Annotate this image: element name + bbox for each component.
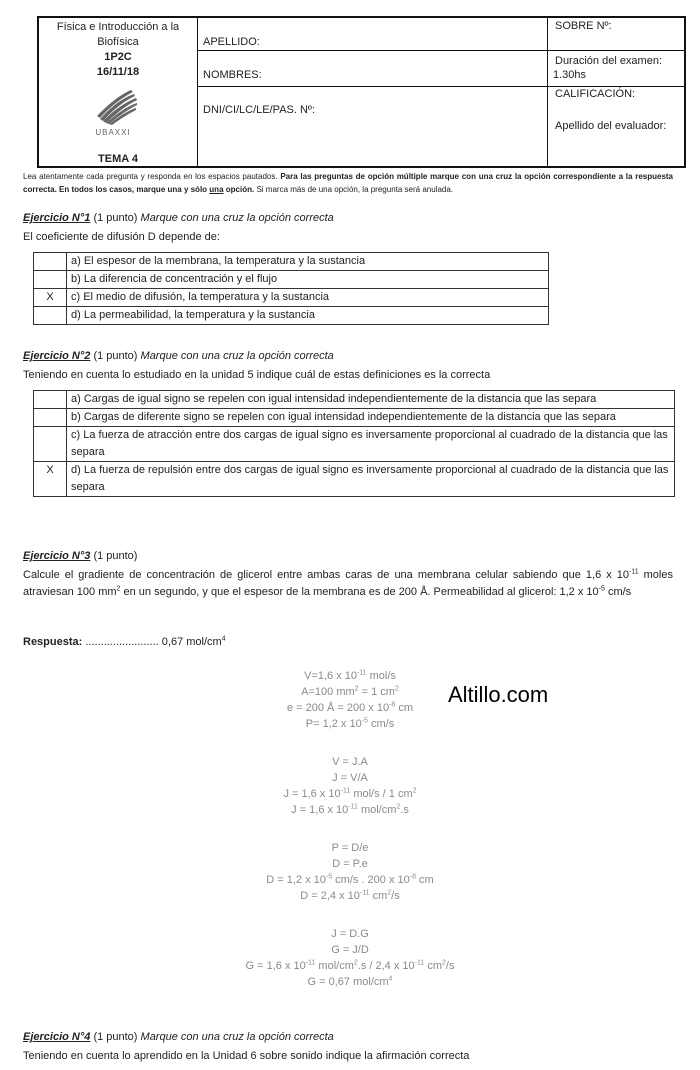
evaluador-label: Apellido del evaluador: [555, 120, 667, 132]
q3-exp-3: -5 [598, 585, 605, 593]
calc-exponent: 4 [388, 975, 393, 983]
q2-option-mark[interactable] [34, 391, 67, 409]
tema-label: TEMA 4 [98, 153, 138, 165]
instructions-una: una [209, 185, 224, 194]
calc-text: /s [445, 960, 455, 972]
q3-text-a: Calcule el gradiente de concentración de glicerol entre ambas caras de una membrana celular sabiendo que 1,6 x 10 [23, 569, 629, 581]
q1-text: El coeficiente de difusión D depende de: [23, 231, 220, 243]
calc-line [150, 856, 550, 872]
dni-field[interactable]: DNI/CI/LC/LE/PAS. Nº: [203, 104, 316, 116]
q2-option-text: d) La fuerza de repulsión entre dos cargas de igual signo es inversamente proporcional al cuadrado de la distancia que las separa [67, 462, 675, 497]
q3-answer-label: Respuesta: [23, 636, 83, 648]
q3-text-c: en un segundo, y que el espesor de la membrana es de 200 Å. Permeabilidad al glicerol: 1,2 x 10 [120, 586, 599, 598]
q3-answer-exp: 4 [221, 635, 226, 643]
calc-line [150, 770, 550, 786]
q3-text-d: cm/s [604, 586, 632, 598]
calc-line [150, 872, 550, 888]
calificacion-label: CALIFICACIÓN: [555, 88, 636, 100]
calc-exponent: 2 [396, 803, 401, 811]
calc-text: cm [424, 960, 442, 972]
exam-code: 1P2C [104, 51, 132, 63]
instructions-part-3: opción. [225, 185, 255, 194]
q4-text: Teniendo en cuenta lo aprendido en la Unidad 6 sobre sonido indique la afirmación correcta [23, 1050, 470, 1062]
calc-exponent: 2 [353, 959, 358, 967]
calc-group-diffusion [150, 840, 550, 904]
q2-option-text: c) La fuerza de atracción entre dos cargas de igual signo es inversamente proporcional al cuadrado de la distancia que las separa [67, 427, 675, 462]
calc-text: D = 1,2 x 10 [266, 874, 326, 886]
student-info-cell [197, 18, 548, 166]
logo-text: UBAXXI [95, 128, 131, 136]
q3-exp-1: -11 [629, 568, 639, 576]
q2-option-row[interactable] [34, 427, 675, 462]
course-line-2: Biofísica [97, 36, 139, 48]
watermark[interactable]: Altillo.com [448, 682, 549, 707]
calc-line [150, 888, 550, 904]
q2-points: (1 punto) [93, 350, 138, 362]
calc-group-flux [150, 754, 550, 818]
calc-exponent: 2 [412, 787, 417, 795]
calc-line [150, 840, 550, 856]
calc-text: J = V/A [332, 772, 368, 784]
instructions-part-1: Lea atentamente cada pregunta y responda en los espacios pautados. [23, 172, 278, 181]
calc-text: G = 0,67 mol/cm [307, 976, 389, 988]
q2-text: Teniendo en cuenta lo estudiado en la unidad 5 indique cuál de estas definiciones es la correcta [23, 369, 491, 381]
q2-options-table [33, 390, 675, 497]
calc-text: cm/s . 200 x 10 [332, 874, 410, 886]
q3-title [23, 550, 137, 562]
nombres-field[interactable]: NOMBRES: [203, 69, 262, 81]
q2-instruction: Marque con una cruz la opción correcta [140, 350, 334, 362]
calc-text: A=100 mm [301, 686, 355, 698]
calc-text: cm/s [367, 718, 395, 730]
calc-text: mol/s / 1 cm [350, 788, 413, 800]
q4-points: (1 punto) [93, 1031, 138, 1043]
calc-exponent: -11 [305, 959, 316, 967]
instructions-part-2: Para las preguntas de opción múltiple marque con una cruz la opción correspondiente a la respuesta correcta. En todos los casos, marque una y sólo [23, 172, 674, 194]
calc-line [150, 716, 550, 732]
calc-exponent: 2 [387, 889, 392, 897]
calc-text: D = P.e [332, 858, 368, 870]
q2-option-text: a) Cargas de igual signo se repelen con igual intensidad independientemente de la distancia que las separa [67, 391, 675, 409]
calc-text: = 1 cm [358, 686, 395, 698]
q3-answer-dots: ........................ [85, 636, 159, 648]
q1-option-text: b) La diferencia de concentración y el flujo [67, 271, 549, 289]
calc-line [150, 942, 550, 958]
apellido-field[interactable]: APELLIDO: [203, 36, 260, 48]
calc-text: mol/cm [357, 804, 397, 816]
duracion-label: Duración del examen: [555, 55, 663, 67]
q1-option-mark[interactable] [34, 307, 67, 325]
course-cell [39, 18, 198, 166]
q2-title [23, 350, 334, 362]
calc-line [150, 754, 550, 770]
calc-text: V = J.A [332, 756, 368, 768]
q3-points: (1 punto) [93, 550, 138, 562]
calc-exponent: -11 [414, 959, 425, 967]
ubaxxi-logo-icon [83, 86, 143, 136]
calc-text: P= 1,2 x 10 [305, 718, 362, 730]
calc-exponent: -5 [361, 717, 368, 725]
q1-option-row[interactable] [34, 253, 549, 271]
calc-exponent: -8 [409, 873, 416, 881]
calc-line [150, 802, 550, 818]
q2-option-row[interactable] [34, 409, 675, 427]
calc-text: .s / 2,4 x 10 [357, 960, 415, 972]
q2-option-mark[interactable] [34, 427, 67, 462]
q1-number: Ejercicio N°1 [23, 212, 91, 224]
q4-instruction: Marque con una cruz la opción correcta [140, 1031, 334, 1043]
q2-number: Ejercicio N°2 [23, 350, 91, 362]
calc-text: mol/s [366, 670, 396, 682]
calc-text: J = 1,6 x 10 [291, 804, 349, 816]
q4-number: Ejercicio N°4 [23, 1031, 91, 1043]
sobre-label: SOBRE Nº: [555, 20, 612, 32]
calc-text: cm [395, 702, 414, 714]
calc-text: .s [400, 804, 409, 816]
calc-text: P = D/e [331, 842, 369, 854]
q1-option-text: d) La permeabilidad, la temperatura y la sustancia [67, 307, 549, 325]
exam-header [37, 16, 686, 168]
calc-text: cm [416, 874, 434, 886]
calc-exponent: 2 [354, 685, 359, 693]
q1-option-text: a) El espesor de la membrana, la temperatura y la sustancia [67, 253, 549, 271]
q1-option-mark[interactable] [34, 253, 67, 271]
instructions [23, 170, 673, 196]
q1-instruction: Marque con una cruz la opción correcta [140, 212, 334, 224]
calc-exponent: 2 [394, 685, 399, 693]
calc-text: G = J/D [331, 944, 369, 956]
calc-text: V=1,6 x 10 [304, 670, 357, 682]
calc-exponent: -11 [348, 803, 358, 811]
q3-text [23, 567, 673, 601]
exam-date: 16/11/18 [96, 66, 140, 78]
calc-exponent: -8 [389, 701, 396, 709]
q4-title [23, 1031, 334, 1043]
calc-exponent: -11 [340, 787, 351, 795]
calc-exponent: -11 [356, 669, 367, 677]
calc-text: cm [369, 890, 388, 902]
instructions-part-4: Si marca más de una opción, la pregunta será anulada. [256, 185, 454, 194]
calc-line [150, 926, 550, 942]
q3-text-b: moles atraviesan 100 mm [23, 569, 673, 598]
q1-option-row[interactable] [34, 271, 549, 289]
q3-exp-2: 2 [116, 585, 121, 593]
q1-points: (1 punto) [93, 212, 138, 224]
q2-option-row[interactable] [34, 462, 675, 497]
calc-text: mol/cm [315, 960, 354, 972]
calc-text: e = 200 Å = 200 x 10 [286, 702, 390, 714]
calc-text: /s [391, 890, 400, 902]
q2-option-mark[interactable] [34, 409, 67, 427]
q3-answer [23, 636, 226, 648]
q3-answer-value: 0,67 mol/cm [161, 636, 222, 648]
calc-exponent: 2 [442, 959, 446, 967]
q1-option-text: c) El medio de difusión, la temperatura y la sustancia [67, 289, 549, 307]
calc-text: J = 1,6 x 10 [283, 788, 341, 800]
duracion-value: 1.30hs [553, 69, 587, 81]
q2-option-text: b) Cargas de diferente signo se repelen con igual intensidad independientemente de la distancia que las separa [67, 409, 675, 427]
q1-option-row[interactable] [34, 289, 549, 307]
q1-option-row[interactable] [34, 307, 549, 325]
q2-option-mark[interactable]: X [34, 462, 67, 497]
calc-text: J = D.G [331, 928, 369, 940]
q2-option-row[interactable] [34, 391, 675, 409]
q1-option-mark[interactable] [34, 271, 67, 289]
calc-text: G = 1,6 x 10 [245, 960, 306, 972]
admin-cell [547, 18, 684, 166]
calc-group-gradient [150, 926, 550, 990]
calc-exponent: -11 [359, 889, 370, 897]
q1-title [23, 212, 334, 224]
q1-options-table [33, 252, 549, 325]
calc-text: D = 2,4 x 10 [300, 890, 360, 902]
q1-option-mark[interactable]: X [34, 289, 67, 307]
calc-line [150, 786, 550, 802]
q3-number: Ejercicio N°3 [23, 550, 91, 562]
course-line-1: Física e Introducción a la [56, 21, 180, 33]
calc-exponent: -5 [325, 873, 333, 881]
calc-line [150, 974, 550, 990]
calc-line [150, 958, 550, 974]
